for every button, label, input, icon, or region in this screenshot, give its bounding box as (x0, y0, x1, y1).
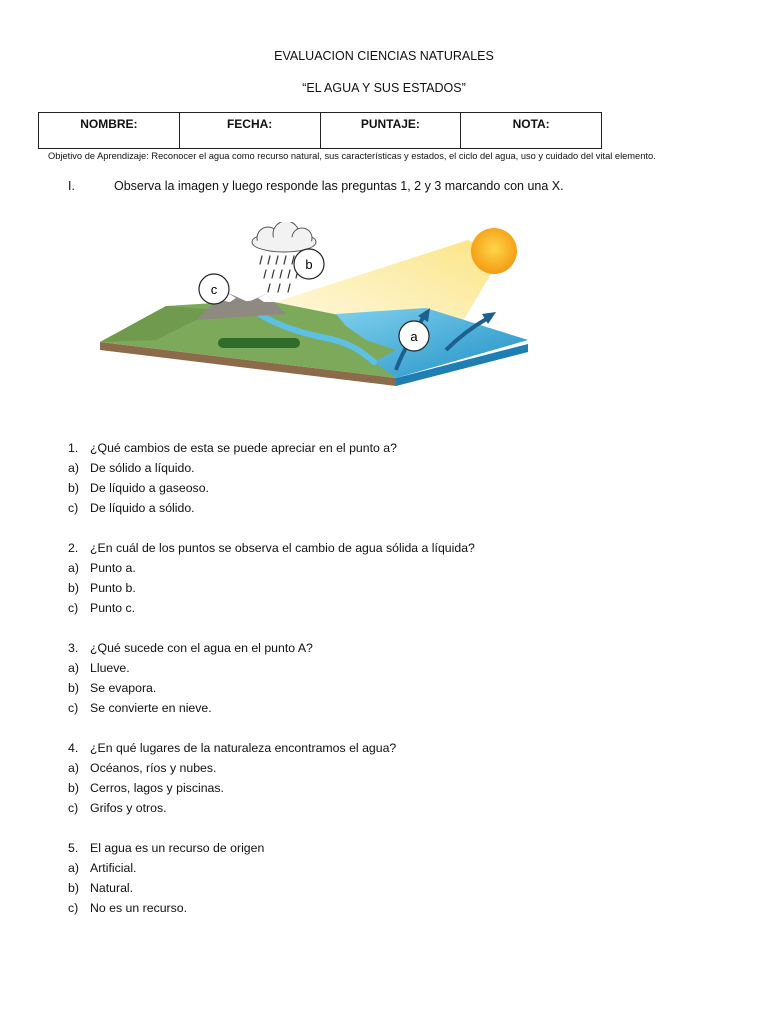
option-text: No es un recurso. (90, 901, 188, 915)
question-text: ¿Qué cambios de esta se puede apreciar en el punto a? (90, 441, 397, 455)
option-letter: a) (68, 761, 79, 775)
student-info-table (38, 112, 602, 149)
question-2 (68, 538, 475, 558)
option-letter: b) (68, 581, 79, 595)
option[interactable] (68, 658, 130, 678)
question-number: 5. (68, 841, 79, 855)
option-text: Punto a. (90, 561, 136, 575)
option[interactable] (68, 898, 187, 918)
question-4 (68, 738, 396, 758)
option[interactable] (68, 858, 136, 878)
name-field[interactable]: NOMBRE: (39, 113, 180, 149)
option[interactable] (68, 578, 136, 598)
question-1 (68, 438, 397, 458)
option[interactable] (68, 758, 216, 778)
label-b: b (305, 257, 313, 272)
sun-icon (471, 228, 517, 274)
section-text: Observa la imagen y luego responde las preguntas 1, 2 y 3 marcando con una X. (114, 179, 564, 193)
grade-field[interactable]: NOTA: (461, 113, 602, 149)
option-text: Natural. (90, 881, 134, 895)
question-text: ¿Qué sucede con el agua en el punto A? (90, 641, 313, 655)
option-text: Océanos, ríos y nubes. (90, 761, 217, 775)
option-letter: b) (68, 681, 79, 695)
option-text: Grifos y otros. (90, 801, 167, 815)
option[interactable] (68, 598, 135, 618)
question-3 (68, 638, 313, 658)
option-letter: c) (68, 801, 79, 815)
option-text: Cerros, lagos y piscinas. (90, 781, 224, 795)
question-number: 2. (68, 541, 79, 555)
option-letter: c) (68, 601, 79, 615)
section-instruction (68, 179, 564, 193)
option[interactable] (68, 778, 224, 798)
option-letter: b) (68, 481, 79, 495)
water-cycle-diagram (96, 222, 536, 398)
question-text: El agua es un recurso de origen (90, 841, 265, 855)
option[interactable] (68, 698, 212, 718)
option-letter: c) (68, 501, 79, 515)
question-number: 4. (68, 741, 79, 755)
question-number: 1. (68, 441, 79, 455)
question-text: ¿En cuál de los puntos se observa el cambio de agua sólida a líquida? (90, 541, 475, 555)
option-text: De sólido a líquido. (90, 461, 195, 475)
option-text: Punto c. (90, 601, 136, 615)
option[interactable] (68, 558, 136, 578)
option[interactable] (68, 478, 209, 498)
option-letter: a) (68, 661, 79, 675)
learning-objective: Objetivo de Aprendizaje: Reconocer el agua como recurso natural, sus características y estados, el ciclo del agua, uso y cuidado del vital elemento. (48, 151, 656, 161)
option-text: De líquido a gaseoso. (90, 481, 209, 495)
option-letter: a) (68, 461, 79, 475)
option-letter: a) (68, 561, 79, 575)
option-letter: c) (68, 901, 79, 915)
score-field[interactable]: PUNTAJE: (320, 113, 461, 149)
option-text: Llueve. (90, 661, 130, 675)
option-text: Se convierte en nieve. (90, 701, 212, 715)
page-subtitle: “EL AGUA Y SUS ESTADOS” (302, 81, 466, 95)
forest (218, 338, 300, 348)
label-a: a (410, 329, 418, 344)
option-text: Artificial. (90, 861, 137, 875)
option[interactable] (68, 678, 156, 698)
option[interactable] (68, 458, 195, 478)
option-letter: b) (68, 881, 79, 895)
option-letter: a) (68, 861, 79, 875)
option-text: Se evapora. (90, 681, 157, 695)
option-text: De líquido a sólido. (90, 501, 195, 515)
page-title: EVALUACION CIENCIAS NATURALES (274, 49, 494, 63)
option-text: Punto b. (90, 581, 136, 595)
question-text: ¿En qué lugares de la naturaleza encontramos el agua? (90, 741, 397, 755)
date-field[interactable]: FECHA: (179, 113, 320, 149)
label-c: c (210, 282, 218, 297)
option[interactable] (68, 498, 195, 518)
option-letter: c) (68, 701, 79, 715)
option[interactable] (68, 798, 167, 818)
section-number: I. (68, 179, 75, 193)
question-number: 3. (68, 641, 79, 655)
option-letter: b) (68, 781, 79, 795)
option[interactable] (68, 878, 133, 898)
question-5 (68, 838, 264, 858)
